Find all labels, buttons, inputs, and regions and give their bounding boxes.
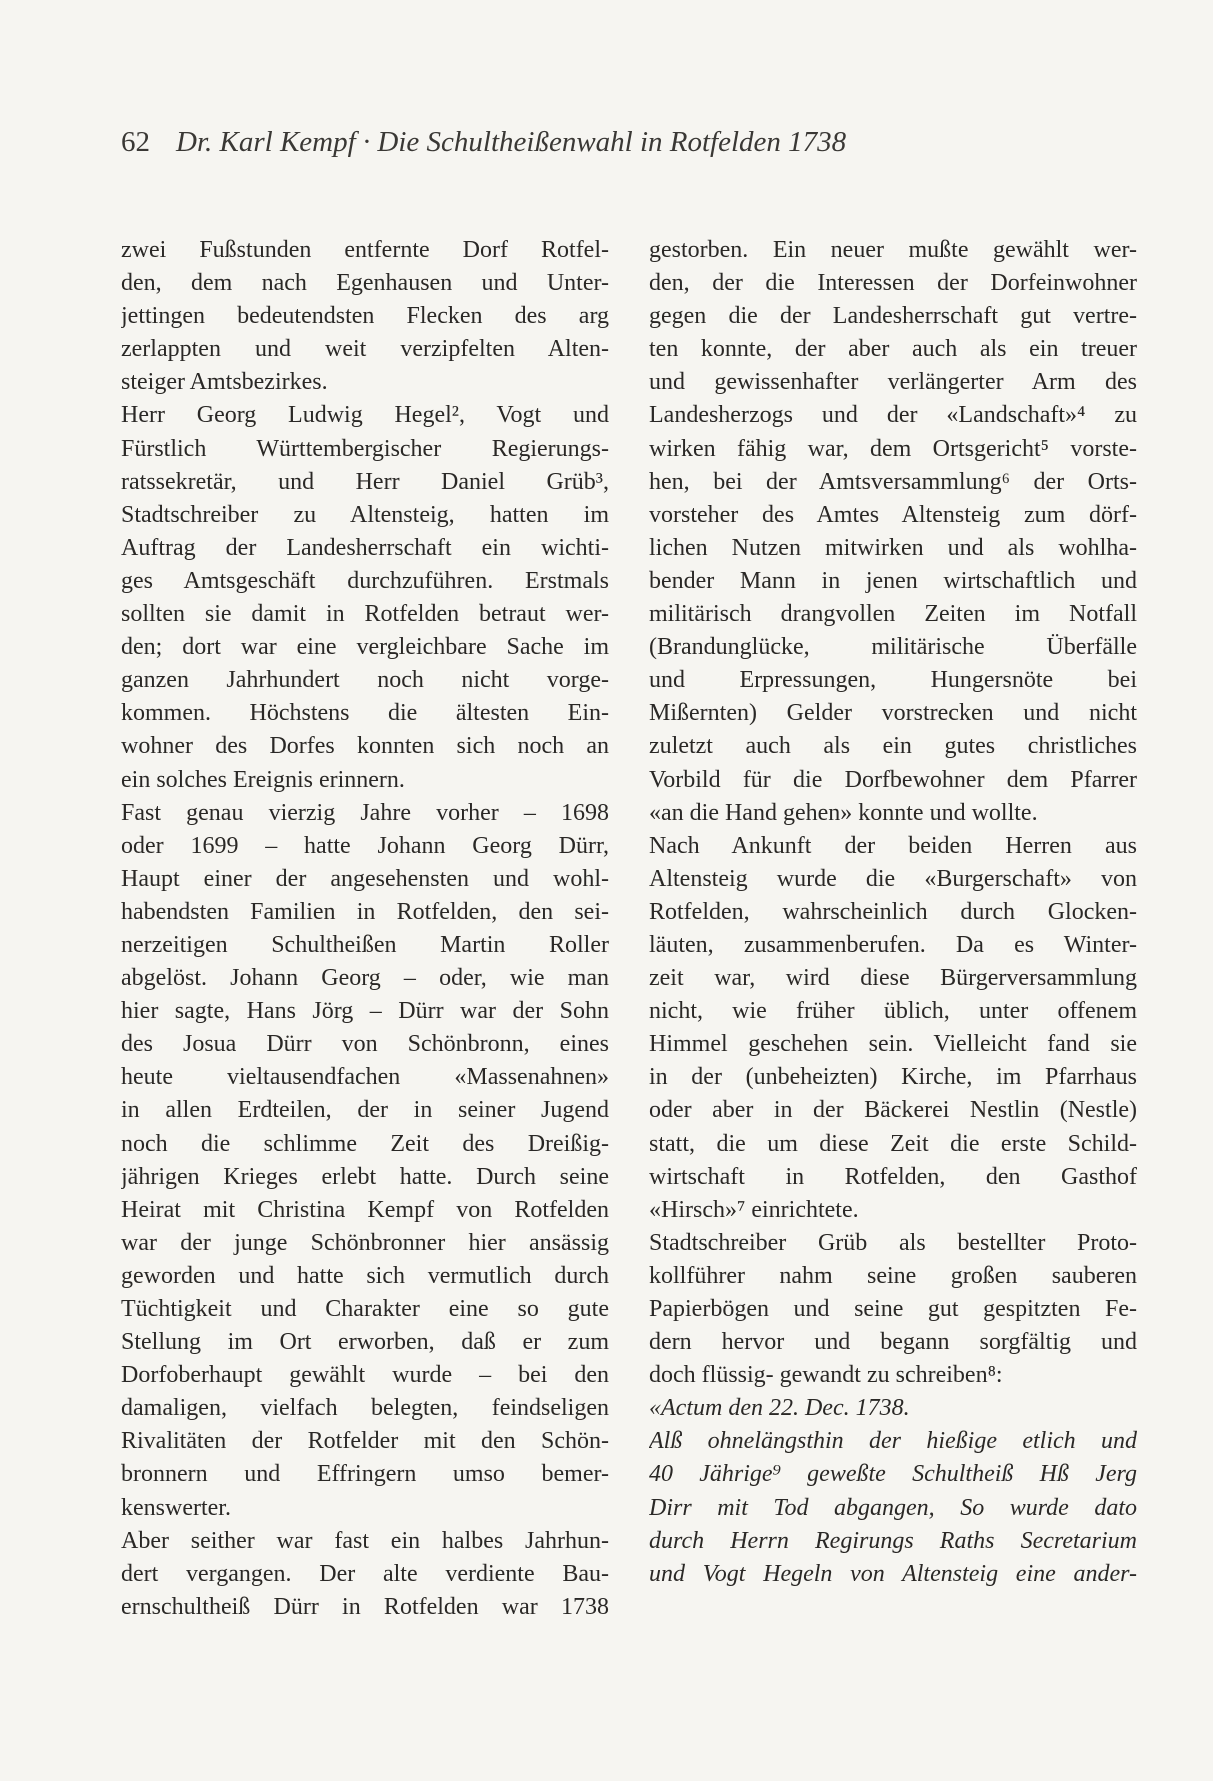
text-line: nicht, wie früher üblich, unter offenem xyxy=(649,998,1137,1025)
text-line: (Brandunglücke, militärische Überfälle xyxy=(649,634,1137,661)
text-line: «Hirsch»⁷ einrichtete. xyxy=(649,1196,859,1223)
text-line: dert vergangen. Der alte verdiente Bau- xyxy=(121,1560,609,1587)
text-line: oder aber in der Bäckerei Nestlin (Nestle) xyxy=(649,1097,1137,1124)
text-line: Altensteig wurde die «Burgerschaft» von xyxy=(649,865,1137,892)
text-line: Aber seither war fast ein halbes Jahrhun- xyxy=(121,1527,609,1554)
text-line: Dorfoberhaupt gewählt wurde – bei den xyxy=(121,1362,609,1389)
text-line: noch die schlimme Zeit des Dreißig- xyxy=(121,1130,609,1157)
text-line: Rivalitäten der Rotfelder mit den Schön- xyxy=(121,1428,609,1455)
text-line: gegen die der Landesherrschaft gut vertre- xyxy=(649,303,1137,330)
text-line: den; dort war eine vergleichbare Sache im xyxy=(121,634,609,661)
text-line: Haupt einer der angesehensten und wohl- xyxy=(121,865,609,892)
text-line: Landesherzogs und der «Landschaft»⁴ zu xyxy=(649,402,1137,429)
text-line: Rotfelden, wahrscheinlich durch Glocken- xyxy=(649,898,1137,925)
text-line: jettingen bedeutendsten Flecken des arg xyxy=(121,303,609,330)
text-line: nerzeitigen Schultheißen Martin Roller xyxy=(121,931,609,958)
text-line: doch flüssig- gewandt zu schreiben⁸: xyxy=(649,1362,1003,1389)
text-line: wirken fähig war, dem Ortsgericht⁵ vorste- xyxy=(649,435,1137,462)
text-line: dern hervor und begann sorgfältig und xyxy=(649,1329,1137,1356)
text-line: bender Mann in jenen wirtschaftlich und xyxy=(649,567,1137,594)
text-line: den, dem nach Egenhausen und Unter- xyxy=(121,270,609,297)
text-line: vorsteher des Amtes Altensteig zum dörf- xyxy=(649,501,1137,528)
text-line: abgelöst. Johann Georg – oder, wie man xyxy=(121,965,609,992)
text-line: Herr Georg Ludwig Hegel², Vogt und xyxy=(121,402,609,429)
text-line: und Vogt Hegeln von Altensteig eine ander- xyxy=(649,1560,1137,1587)
text-line: ernschultheiß Dürr in Rotfelden war 1738 xyxy=(121,1593,609,1620)
text-line: kenswerter. xyxy=(121,1494,231,1521)
text-line: ganzen Jahrhundert noch nicht vorge- xyxy=(121,667,609,694)
text-line: Alß ohnelängsthin der hießige etlich und xyxy=(649,1428,1137,1455)
text-line: «an die Hand gehen» konnte und wollte. xyxy=(649,799,1038,826)
text-line: Fürstlich Württembergischer Regierungs- xyxy=(121,435,609,462)
text-line: Papierbögen und seine gut gespitzten Fe- xyxy=(649,1296,1137,1322)
text-line: ges Amtsgeschäft durchzuführen. Erstmals xyxy=(121,567,609,594)
text-line: «Actum den 22. Dec. 1738. xyxy=(649,1395,910,1422)
text-line: ratssekretär, und Herr Daniel Grüb³, xyxy=(121,468,609,495)
text-line: Heirat mit Christina Kempf von Rotfelden xyxy=(121,1196,609,1223)
text-line: oder 1699 – hatte Johann Georg Dürr, xyxy=(121,832,609,859)
text-line: steiger Amtsbezirkes. xyxy=(121,369,328,396)
text-line: Fast genau vierzig Jahre vorher – 1698 xyxy=(121,799,609,826)
text-line: Tüchtigkeit und Charakter eine so gute xyxy=(121,1296,609,1322)
text-line: zwei Fußstunden entfernte Dorf Rotfel- xyxy=(121,237,609,263)
text-line: Nach Ankunft der beiden Herren aus xyxy=(649,832,1137,859)
page-number: 62 xyxy=(121,126,150,158)
text-line: in der (unbeheizten) Kirche, im Pfarrhaus xyxy=(649,1064,1137,1091)
text-line: zuletzt auch als ein gutes christliches xyxy=(649,733,1137,760)
text-line: habendsten Familien in Rotfelden, den sei- xyxy=(121,898,609,925)
text-line: Dirr mit Tod abgangen, So wurde dato xyxy=(649,1494,1137,1521)
text-line: kollführer nahm seine großen sauberen xyxy=(649,1262,1137,1289)
running-head xyxy=(121,126,846,159)
text-line: jährigen Krieges erlebt hatte. Durch seine xyxy=(121,1163,609,1190)
text-line: hen, bei der Amtsversammlung⁶ der Orts- xyxy=(649,468,1137,495)
text-line: Stellung im Ort erworben, daß er zum xyxy=(121,1329,609,1356)
text-line: Himmel geschehen sein. Vielleicht fand sie xyxy=(649,1031,1137,1058)
text-line: wirtschaft in Rotfelden, den Gasthof xyxy=(649,1163,1137,1190)
text-line: zerlappten und weit verzipfelten Alten- xyxy=(121,336,609,363)
right-column xyxy=(649,234,1137,1591)
text-line: war der junge Schönbronner hier ansässig xyxy=(121,1229,609,1256)
left-column xyxy=(121,234,609,1624)
text-line: kommen. Höchstens die ältesten Ein- xyxy=(121,700,609,727)
text-line: militärisch drangvollen Zeiten im Notfall xyxy=(649,601,1137,628)
text-line: heute vieltausendfachen «Massenahnen» xyxy=(121,1064,609,1091)
text-line: ein solches Ereignis erinnern. xyxy=(121,766,405,793)
text-line: den, der die Interessen der Dorfeinwohner xyxy=(649,270,1137,297)
text-line: und gewissenhafter verlängerter Arm des xyxy=(649,369,1137,396)
text-line: geworden und hatte sich vermutlich durch xyxy=(121,1262,609,1289)
text-line: durch Herrn Regirungs Raths Secretarium xyxy=(649,1527,1137,1554)
text-line: 40 Jährige⁹ geweßte Schultheiß Hß Jerg xyxy=(649,1461,1137,1488)
text-line: Vorbild für die Dorfbewohner dem Pfarrer xyxy=(649,766,1137,793)
text-line: ten konnte, der aber auch als ein treuer xyxy=(649,336,1137,363)
text-line: hier sagte, Hans Jörg – Dürr war der Sohn xyxy=(121,998,609,1025)
text-line: wohner des Dorfes konnten sich noch an xyxy=(121,733,609,760)
text-line: gestorben. Ein neuer mußte gewählt wer- xyxy=(649,237,1137,263)
text-line: sollten sie damit in Rotfelden betraut wer- xyxy=(121,601,609,628)
text-line: in allen Erdteilen, der in seiner Jugend xyxy=(121,1097,609,1124)
text-line: Mißernten) Gelder vorstrecken und nicht xyxy=(649,700,1137,727)
text-line: statt, die um diese Zeit die erste Schild- xyxy=(649,1130,1137,1157)
text-line: Stadtschreiber zu Altensteig, hatten im xyxy=(121,501,609,528)
text-line: lichen Nutzen mitwirken und als wohlha- xyxy=(649,534,1137,561)
text-line: Auftrag der Landesherrschaft ein wichti- xyxy=(121,534,609,561)
text-line: Stadtschreiber Grüb als bestellter Proto- xyxy=(649,1229,1137,1256)
text-line: des Josua Dürr von Schönbronn, eines xyxy=(121,1031,609,1058)
text-line: und Erpressungen, Hungersnöte bei xyxy=(649,667,1137,694)
text-line: bronnern und Effringern umso bemer- xyxy=(121,1461,609,1488)
text-line: damaligen, vielfach belegten, feindseligen xyxy=(121,1395,609,1422)
text-line: läuten, zusammenberufen. Da es Winter- xyxy=(649,931,1137,958)
running-title: Dr. Karl Kempf · Die Schultheißenwahl in Rotfelden 1738 xyxy=(176,126,847,158)
text-line: zeit war, wird diese Bürgerversammlung xyxy=(649,965,1137,992)
